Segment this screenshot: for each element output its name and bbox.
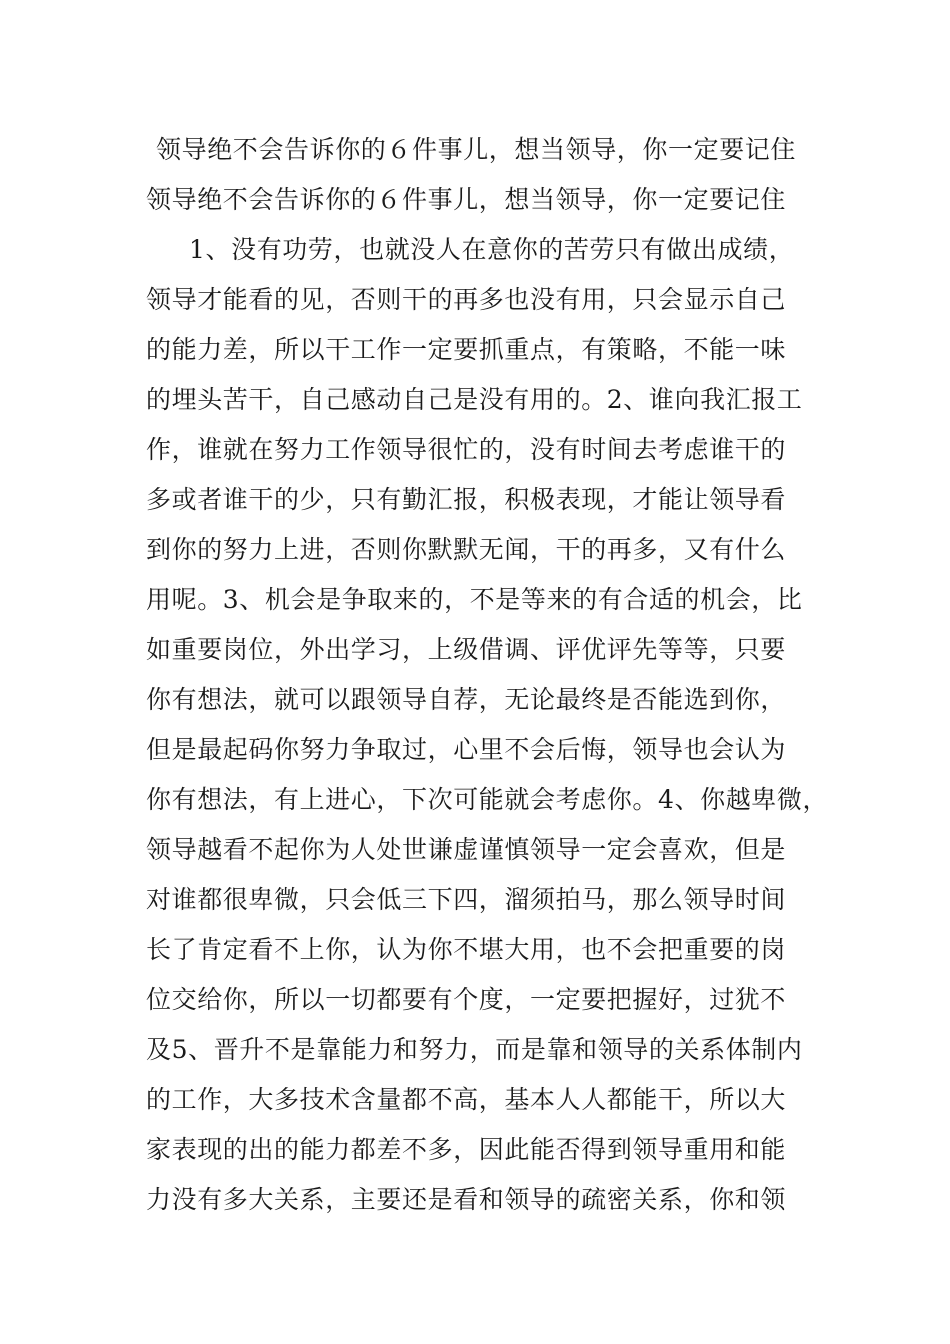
body-line: 但是最起码你努力争取过，心里不会后悔，领导也会认为 — [146, 735, 787, 764]
body-line: 的能力差，所以干工作一定要抓重点，有策略，不能一味 — [146, 335, 787, 364]
body-line: 家表现的出的能力都差不多，因此能否得到领导重用和能 — [146, 1135, 787, 1164]
body-line: 对谁都很卑微，只会低三下四，溜须拍马，那么领导时间 — [146, 885, 787, 914]
body-line: 长了肯定看不上你，认为你不堪大用，也不会把重要的岗 — [146, 935, 787, 964]
body-line: 及5、晋升不是靠能力和努力，而是靠和领导的关系体制内 — [146, 1035, 803, 1064]
title-line-1: 领导绝不会告诉你的６件事儿，想当领导，你一定要记住 — [156, 135, 797, 164]
body-line: 如重要岗位，外出学习，上级借调、评优评先等等，只要 — [146, 635, 787, 664]
body-line: 领导才能看的见，否则干的再多也没有用，只会显示自己 — [146, 285, 787, 314]
body-line: 1、没有功劳，也就没人在意你的苦劳只有做出成绩， — [189, 235, 795, 264]
body-line: 你有想法，有上进心，下次可能就会考虑你。4、你越卑微， — [146, 785, 829, 814]
body-line: 的埋头苦干，自己感动自己是没有用的。2、谁向我汇报工 — [146, 385, 803, 414]
body-line: 领导越看不起你为人处世谦虚谨慎领导一定会喜欢，但是 — [146, 835, 787, 864]
body-line: 用呢。3、机会是争取来的，不是等来的有合适的机会，比 — [146, 585, 803, 614]
body-line: 作，谁就在努力工作领导很忙的，没有时间去考虑谁干的 — [146, 435, 787, 464]
body-line: 到你的努力上进，否则你默默无闻，干的再多，又有什么 — [146, 535, 787, 564]
title-line-2: 领导绝不会告诉你的６件事儿，想当领导，你一定要记住 — [146, 185, 787, 214]
body-line: 力没有多大关系，主要还是看和领导的疏密关系，你和领 — [146, 1185, 787, 1214]
body-line: 你有想法，就可以跟领导自荐，无论最终是否能选到你， — [146, 685, 787, 714]
body-line: 多或者谁干的少，只有勤汇报，积极表现，才能让领导看 — [146, 485, 787, 514]
body-line: 位交给你，所以一切都要有个度，一定要把握好，过犹不 — [146, 985, 787, 1014]
body-line: 的工作，大多技术含量都不高，基本人人都能干，所以大 — [146, 1085, 787, 1114]
